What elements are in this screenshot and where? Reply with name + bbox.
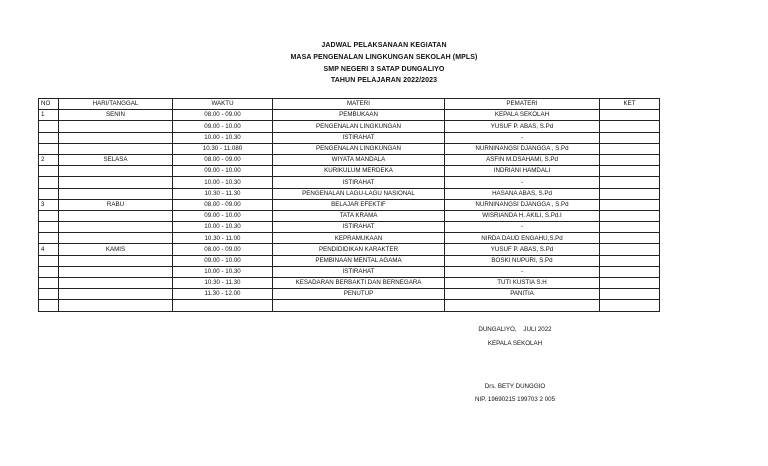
table-row (39, 222, 660, 233)
row-time-cell: 09.00 - 10.00 (173, 121, 273, 132)
row-no-cell (39, 300, 59, 311)
row-material-cell: ISTIRAHAT (273, 222, 445, 233)
row-day-cell (59, 278, 173, 289)
row-day-cell: RABU (59, 199, 173, 210)
row-time-cell: 08.00 - 09.00 (173, 154, 273, 165)
row-speaker-cell: - (445, 177, 600, 188)
row-material-cell: PEMBUKAAN (273, 110, 445, 121)
row-note-cell (600, 154, 660, 165)
row-material-cell: ISTIRAHAT (273, 177, 445, 188)
row-speaker-cell: HASANA ABAS, S.Pd (445, 188, 600, 199)
row-time-cell: 09.00 - 10.00 (173, 210, 273, 221)
row-day-cell (59, 255, 173, 266)
table-row (39, 233, 660, 244)
row-note-cell (600, 143, 660, 154)
table-row (39, 300, 660, 311)
row-day-cell (59, 188, 173, 199)
row-material-cell: WIYATA MANDALA (273, 154, 445, 165)
row-note-cell (600, 210, 660, 221)
row-material-cell: PENDIDIDIKAN KARAKTER (273, 244, 445, 255)
row-speaker-cell: NURNINANGSI DJANGGA , S.Pd (445, 143, 600, 154)
table-row (39, 154, 660, 165)
row-note-cell (600, 177, 660, 188)
row-time-cell: 10.30 - 11.080 (173, 143, 273, 154)
row-time-cell: 11.30 - 12.00 (173, 289, 273, 300)
title-line-4: TAHUN PELAJARAN 2022/2023 (330, 77, 438, 85)
row-note-cell (600, 255, 660, 266)
row-speaker-cell: - (445, 132, 600, 143)
row-speaker-cell: NIRDA DAUD ENGAHU,S.Pd (445, 233, 600, 244)
row-speaker-cell: TUTI KUSTIA S.H (445, 278, 600, 289)
signature-nip: NIP. 19690215 199703 2 005 (474, 396, 556, 403)
row-material-cell: PENGENALAN LINGKUNGAN (273, 143, 445, 154)
row-day-cell (59, 166, 173, 177)
row-speaker-cell: YUSUF P. ABAS, S.Pd (445, 121, 600, 132)
row-no-cell (39, 210, 59, 221)
row-day-cell: KAMIS (59, 244, 173, 255)
row-day-cell (59, 222, 173, 233)
row-material-cell: BELAJAR EFEKTIF (273, 199, 445, 210)
title-line-1: JADWAL PELAKSANAAN KEGIATAN (321, 42, 447, 49)
table-row (39, 289, 660, 300)
header-speaker: PEMATERI (445, 99, 600, 110)
row-day-cell (59, 177, 173, 188)
row-time-cell: 09.00 - 10.00 (173, 166, 273, 177)
row-day-cell: SELASA (59, 154, 173, 165)
row-material-cell: TATA KRAMA (273, 210, 445, 221)
row-time-cell: 10.00 - 10.30 (173, 132, 273, 143)
signature-position: KEPALA SEKOLAH (487, 340, 543, 347)
header-no: NO (39, 99, 59, 110)
row-note-cell (600, 121, 660, 132)
table-row (39, 266, 660, 277)
table-row (39, 166, 660, 177)
row-day-cell (59, 233, 173, 244)
row-no-cell (39, 143, 59, 154)
table-row (39, 255, 660, 266)
row-material-cell: KEPRAMUKAAN (273, 233, 445, 244)
row-no-cell: 1 (39, 110, 59, 121)
row-day-cell (59, 132, 173, 143)
row-no-cell (39, 233, 59, 244)
row-speaker-cell: BOSKI NUPURI, S.Pd (445, 255, 600, 266)
row-time-cell: 10.30 - 11.30 (173, 188, 273, 199)
row-note-cell (600, 244, 660, 255)
row-day-cell (59, 300, 173, 311)
row-speaker-cell (445, 300, 600, 311)
row-day-cell (59, 210, 173, 221)
row-no-cell (39, 132, 59, 143)
row-no-cell: 2 (39, 154, 59, 165)
row-note-cell (600, 289, 660, 300)
row-time-cell: 08.00 - 09.00 (173, 244, 273, 255)
row-no-cell (39, 278, 59, 289)
row-speaker-cell: - (445, 222, 600, 233)
row-time-cell: 10.30 - 11.30 (173, 278, 273, 289)
row-no-cell: 4 (39, 244, 59, 255)
table-header-row (39, 99, 660, 110)
row-speaker-cell: KEPALA SEKOLAH (445, 110, 600, 121)
row-time-cell: 10.00 - 10.30 (173, 222, 273, 233)
row-material-cell: PENGENALAN LAGU-LAGU NASIONAL (273, 188, 445, 199)
row-speaker-cell: INDRIANI HAMDALI (445, 166, 600, 177)
table-row (39, 121, 660, 132)
row-material-cell: PEMBINAAN MENTAL AGAMA (273, 255, 445, 266)
signature-name: Drs. BETY DUNGGIO (484, 383, 546, 390)
signature-place-date: DUNGALIYO, JULI 2022 (478, 326, 552, 333)
row-material-cell (273, 300, 445, 311)
table-row (39, 177, 660, 188)
row-no-cell (39, 289, 59, 300)
title-line-2: MASA PENGENALAN LINGKUNGAN SEKOLAH (MPLS) (290, 53, 478, 61)
row-speaker-cell: NURNINANGSI DJANGGA , S.Pd (445, 199, 600, 210)
header-note: KET (600, 99, 660, 110)
row-note-cell (600, 188, 660, 199)
row-time-cell (173, 300, 273, 311)
row-note-cell (600, 278, 660, 289)
row-note-cell (600, 222, 660, 233)
table-row (39, 188, 660, 199)
row-day-cell (59, 289, 173, 300)
row-note-cell (600, 110, 660, 121)
table-row (39, 278, 660, 289)
row-no-cell: 3 (39, 199, 59, 210)
table-row (39, 110, 660, 121)
row-material-cell: KURIKULUM MERDEKA (273, 166, 445, 177)
row-material-cell: ISTIRAHAT (273, 132, 445, 143)
table-row (39, 199, 660, 210)
header-material: MATERI (273, 99, 445, 110)
row-note-cell (600, 300, 660, 311)
row-material-cell: PENGENALAN LINGKUNGAN (273, 121, 445, 132)
row-time-cell: 08.00 - 09.00 (173, 199, 273, 210)
schedule-body (39, 110, 660, 311)
row-time-cell: 10.00 - 10.30 (173, 177, 273, 188)
row-note-cell (600, 233, 660, 244)
row-no-cell (39, 266, 59, 277)
row-speaker-cell: PANITIA (445, 289, 600, 300)
row-time-cell: 10.30 - 11.00 (173, 233, 273, 244)
row-time-cell: 10.00 - 10.30 (173, 266, 273, 277)
table-row (39, 244, 660, 255)
row-material-cell: PENUTUP (273, 289, 445, 300)
row-speaker-cell: - (445, 266, 600, 277)
document-title (0, 40, 768, 87)
row-note-cell (600, 199, 660, 210)
row-speaker-cell: ASFIN M.DSAHAMI, S.Pd (445, 154, 600, 165)
row-no-cell (39, 177, 59, 188)
header-time: WAKTU (173, 99, 273, 110)
row-material-cell: ISTIRAHAT (273, 266, 445, 277)
row-no-cell (39, 121, 59, 132)
row-no-cell (39, 166, 59, 177)
row-speaker-cell: YUSUF P. ABAS, S.Pd (445, 244, 600, 255)
row-note-cell (600, 166, 660, 177)
header-day-date: HARI/TANGGAL (59, 99, 173, 110)
title-line-3: SMP NEGERI 3 SATAP DUNGALIYO (323, 65, 445, 73)
row-no-cell (39, 255, 59, 266)
row-no-cell (39, 222, 59, 233)
row-no-cell (39, 188, 59, 199)
row-time-cell: 08.00 - 09.00 (173, 110, 273, 121)
row-material-cell: KESADARAN BERBAKTI DAN BERNEGARA (273, 278, 445, 289)
row-speaker-cell: WISRIANDA H. AKILI, S.Pd.I (445, 210, 600, 221)
table-row (39, 132, 660, 143)
row-time-cell: 09.00 - 10.00 (173, 255, 273, 266)
row-day-cell: SENIN (59, 110, 173, 121)
schedule-table (38, 98, 660, 312)
table-row (39, 143, 660, 154)
row-note-cell (600, 132, 660, 143)
row-day-cell (59, 121, 173, 132)
row-day-cell (59, 266, 173, 277)
table-row (39, 210, 660, 221)
row-note-cell (600, 266, 660, 277)
row-day-cell (59, 143, 173, 154)
